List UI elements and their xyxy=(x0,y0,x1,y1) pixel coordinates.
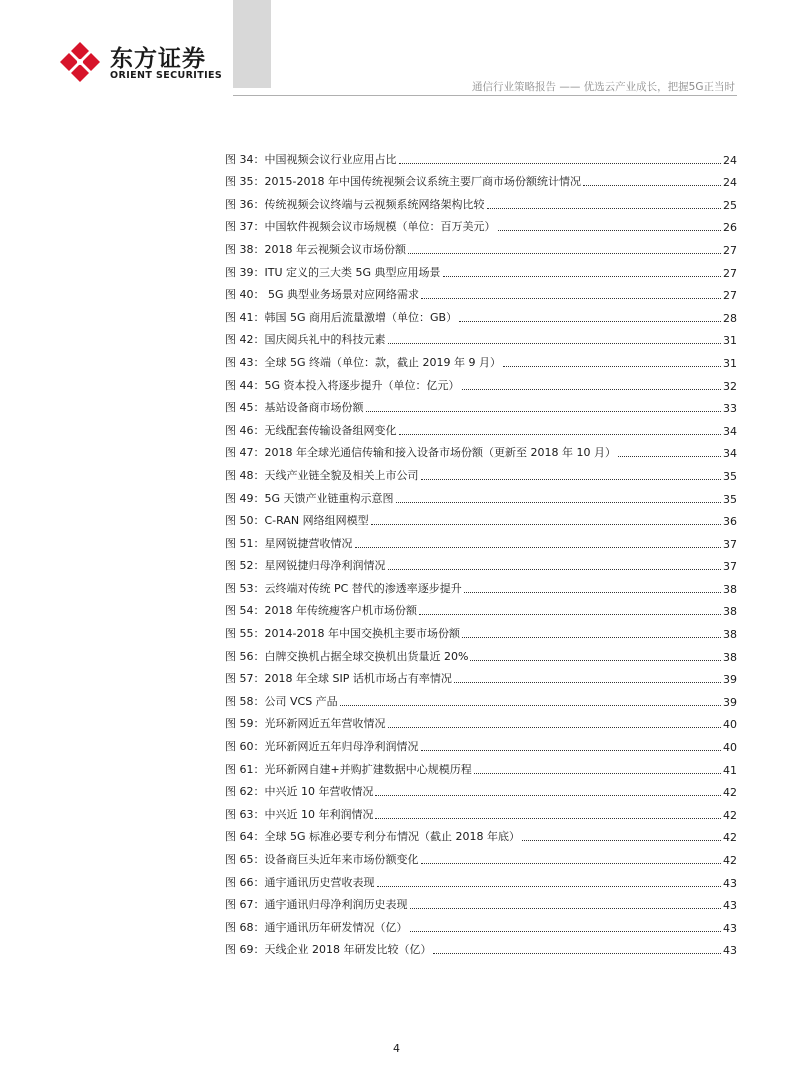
company-name-cn: 东方证券 xyxy=(110,46,206,72)
toc-leader-dots xyxy=(498,230,722,231)
toc-entry-page: 35 xyxy=(723,492,737,506)
toc-entry-label: 图 47：2018 年全球光通信传输和接入设备市场份额（更新至 2018 年 10 月） xyxy=(225,446,616,460)
toc-entry[interactable] xyxy=(225,347,737,370)
toc-entry-page: 34 xyxy=(723,424,737,438)
toc-entry[interactable] xyxy=(225,799,737,822)
toc-entry[interactable] xyxy=(225,731,737,754)
toc-leader-dots xyxy=(474,773,721,774)
toc-entry[interactable] xyxy=(225,912,737,935)
toc-leader-dots xyxy=(408,253,721,254)
toc-entry-page: 38 xyxy=(723,628,737,642)
toc-entry[interactable] xyxy=(225,506,737,529)
toc-entry-label: 图 42：国庆阅兵礼中的科技元素 xyxy=(225,333,386,347)
company-name-en: ORIENT SECURITIES xyxy=(110,70,223,81)
toc-entry[interactable] xyxy=(225,438,737,461)
toc-entry-page: 43 xyxy=(723,899,737,913)
toc-leader-dots xyxy=(340,705,721,706)
toc-entry-page: 31 xyxy=(723,334,737,348)
toc-entry-page: 39 xyxy=(723,695,737,709)
toc-entry[interactable] xyxy=(225,641,737,664)
toc-entry-page: 27 xyxy=(723,266,737,280)
toc-entry-label: 图 65：设备商巨头近年来市场份额变化 xyxy=(225,853,419,866)
toc-entry[interactable] xyxy=(225,144,737,167)
toc-leader-dots xyxy=(583,185,721,186)
toc-entry-page: 42 xyxy=(723,854,737,867)
toc-entry[interactable] xyxy=(225,460,737,483)
toc-entry-label: 图 56：白牌交换机占据全球交换机出货量近 20% xyxy=(225,649,469,663)
toc-entry-page: 38 xyxy=(723,582,737,596)
toc-leader-dots xyxy=(487,208,722,209)
toc-leader-dots xyxy=(410,908,722,909)
toc-entry-label: 图 36：传统视频会议终端与云视频系统网络架构比较 xyxy=(225,197,485,211)
toc-entry-label: 图 40： 5G 典型业务场景对应网络需求 xyxy=(225,288,420,302)
toc-leader-dots xyxy=(388,569,722,570)
toc-leader-dots xyxy=(462,637,721,638)
toc-entry-page: 42 xyxy=(723,808,737,822)
toc-entry-label: 图 48：天线产业链全貌及相关上市公司 xyxy=(225,468,419,482)
toc-leader-dots xyxy=(375,818,721,819)
toc-entry[interactable] xyxy=(225,596,737,619)
toc-entry[interactable] xyxy=(225,280,737,303)
toc-entry-page: 25 xyxy=(723,198,737,212)
toc-entry[interactable] xyxy=(225,234,737,257)
toc-entry-label: 图 57：2018 年全球 SIP 话机市场占有率情况 xyxy=(225,672,452,686)
toc-entry-page: 43 xyxy=(723,921,737,935)
toc-entry-page: 37 xyxy=(723,560,737,574)
toc-entry-label: 图 45：基站设备商市场份额 xyxy=(225,401,364,415)
table-of-figures xyxy=(225,144,737,957)
toc-entry[interactable] xyxy=(225,257,737,280)
toc-entry-label: 图 61：光环新网自建+并购扩建数据中心规模历程 xyxy=(225,762,472,776)
toc-entry[interactable] xyxy=(225,664,737,687)
toc-leader-dots xyxy=(419,614,721,615)
toc-entry-label: 图 34：中国视频会议行业应用占比 xyxy=(225,152,397,166)
toc-entry-page: 42 xyxy=(723,786,737,800)
toc-entry-label: 图 55：2014-2018 年中国交换机主要市场份额 xyxy=(225,627,460,641)
toc-leader-dots xyxy=(366,411,722,412)
toc-entry[interactable] xyxy=(225,573,737,596)
toc-leader-dots xyxy=(462,389,721,390)
toc-entry-label: 图 53：云终端对传统 PC 替代的渗透率逐步提升 xyxy=(225,581,462,595)
toc-leader-dots xyxy=(421,863,722,864)
toc-entry-page: 39 xyxy=(723,673,737,687)
page-number: 4 xyxy=(393,1042,400,1055)
toc-entry[interactable] xyxy=(225,528,737,551)
toc-entry-label: 图 41：韩国 5G 商用后流量激增（单位：GB） xyxy=(225,310,458,324)
toc-leader-dots xyxy=(396,502,721,503)
toc-entry-label: 图 46：无线配套传输设备组网变化 xyxy=(225,423,397,437)
toc-entry-label: 图 68：通宇通讯历年研发情况（亿） xyxy=(225,920,408,934)
toc-entry-page: 40 xyxy=(723,741,737,755)
toc-entry-page: 42 xyxy=(723,831,737,845)
toc-entry-page: 31 xyxy=(723,356,737,370)
toc-entry-label: 图 51：星网锐捷营收情况 xyxy=(225,536,353,550)
header-gray-bar xyxy=(233,0,271,88)
toc-entry-label: 图 67：通宇通讯归母净利润历史表现 xyxy=(225,898,408,912)
toc-leader-dots xyxy=(421,298,721,299)
toc-leader-dots xyxy=(454,682,721,683)
toc-leader-dots xyxy=(618,456,721,457)
toc-entry[interactable] xyxy=(225,935,737,958)
toc-leader-dots xyxy=(410,931,722,932)
toc-entry-page: 34 xyxy=(723,447,737,461)
toc-entry[interactable] xyxy=(225,483,737,506)
toc-entry-page: 35 xyxy=(723,469,737,483)
toc-entry-page: 37 xyxy=(723,537,737,551)
toc-entry-label: 图 44：5G 资本投入将逐步提升（单位：亿元） xyxy=(225,378,460,392)
toc-leader-dots xyxy=(421,479,722,480)
toc-entry-page: 40 xyxy=(723,718,737,732)
toc-entry-label: 图 66：通宇通讯历史营收表现 xyxy=(225,875,375,889)
toc-entry[interactable] xyxy=(225,709,737,732)
toc-leader-dots xyxy=(464,592,721,593)
toc-entry[interactable] xyxy=(225,618,737,641)
toc-entry-page: 32 xyxy=(723,379,737,393)
toc-entry[interactable] xyxy=(225,167,737,190)
toc-entry[interactable] xyxy=(225,822,737,845)
toc-entry-page: 38 xyxy=(723,605,737,619)
toc-entry[interactable] xyxy=(225,551,737,574)
header-divider xyxy=(233,95,737,96)
toc-entry-label: 图 37：中国软件视频会议市场规模（单位：百万美元） xyxy=(225,220,496,234)
toc-entry[interactable] xyxy=(225,370,737,393)
toc-entry-page: 24 xyxy=(723,176,737,190)
toc-entry-label: 图 58：公司 VCS 产品 xyxy=(225,694,338,708)
toc-entry[interactable] xyxy=(225,867,737,890)
toc-entry-label: 图 64：全球 5G 标准必要专利分布情况（截止 2018 年底） xyxy=(225,830,520,844)
toc-entry-page: 27 xyxy=(723,289,737,303)
toc-entry-page: 33 xyxy=(723,402,737,416)
toc-entry[interactable] xyxy=(225,212,737,235)
toc-entry[interactable] xyxy=(225,415,737,438)
toc-entry-label: 图 52：星网锐捷归母净利润情况 xyxy=(225,559,386,573)
toc-entry-page: 28 xyxy=(723,311,737,325)
toc-entry[interactable] xyxy=(225,302,737,325)
toc-leader-dots xyxy=(433,953,721,954)
report-title: 通信行业策略报告 —— 优选云产业成长，把握5G正当时 xyxy=(472,81,735,93)
toc-leader-dots xyxy=(503,366,721,367)
toc-entry-label: 图 49：5G 天馈产业链重构示意图 xyxy=(225,491,394,505)
toc-leader-dots xyxy=(522,840,721,841)
toc-leader-dots xyxy=(399,163,722,164)
toc-leader-dots xyxy=(375,795,721,796)
toc-entry-page: 24 xyxy=(723,153,737,167)
toc-entry-label: 图 69：天线企业 2018 年研发比较（亿） xyxy=(225,943,432,957)
toc-leader-dots xyxy=(459,321,721,322)
toc-entry-page: 38 xyxy=(723,650,737,664)
toc-leader-dots xyxy=(470,660,721,661)
toc-entry-page: 36 xyxy=(723,515,737,529)
toc-entry[interactable] xyxy=(225,844,737,867)
toc-entry-label: 图 50：C-RAN 网络组网模型 xyxy=(225,514,369,528)
toc-entry-label: 图 60：光环新网近五年归母净利润情况 xyxy=(225,740,419,754)
toc-entry-label: 图 43：全球 5G 终端（单位：款，截止 2019 年 9 月） xyxy=(225,355,501,369)
toc-entry-page: 43 xyxy=(723,876,737,890)
toc-entry[interactable] xyxy=(225,189,737,212)
toc-entry-label: 图 35：2015-2018 年中国传统视频会议系统主要厂商市场份额统计情况 xyxy=(225,175,581,189)
toc-entry[interactable] xyxy=(225,393,737,416)
toc-entry[interactable] xyxy=(225,325,737,348)
toc-leader-dots xyxy=(388,343,722,344)
toc-entry-page: 43 xyxy=(723,944,737,958)
toc-leader-dots xyxy=(377,886,722,887)
toc-entry-label: 图 54：2018 年传统瘦客户机市场份额 xyxy=(225,604,417,618)
toc-leader-dots xyxy=(371,524,721,525)
toc-leader-dots xyxy=(443,276,721,277)
orient-logo-icon xyxy=(58,40,102,84)
toc-entry[interactable] xyxy=(225,777,737,800)
toc-entry[interactable] xyxy=(225,890,737,913)
toc-entry-label: 图 63：中兴近 10 年利润情况 xyxy=(225,807,374,821)
toc-entry[interactable] xyxy=(225,754,737,777)
company-logo xyxy=(58,40,228,90)
toc-entry-label: 图 62：中兴近 10 年营收情况 xyxy=(225,785,374,799)
toc-entry-label: 图 38：2018 年云视频会议市场份额 xyxy=(225,242,406,256)
toc-entry-page: 27 xyxy=(723,243,737,257)
toc-entry-page: 26 xyxy=(723,221,737,235)
toc-leader-dots xyxy=(399,434,722,435)
toc-leader-dots xyxy=(421,750,722,751)
toc-entry-page: 41 xyxy=(723,763,737,777)
toc-entry-label: 图 39：ITU 定义的三大类 5G 典型应用场景 xyxy=(225,265,441,279)
toc-leader-dots xyxy=(355,547,722,548)
toc-entry-label: 图 59：光环新网近五年营收情况 xyxy=(225,717,386,731)
toc-leader-dots xyxy=(388,727,722,728)
toc-entry[interactable] xyxy=(225,686,737,709)
